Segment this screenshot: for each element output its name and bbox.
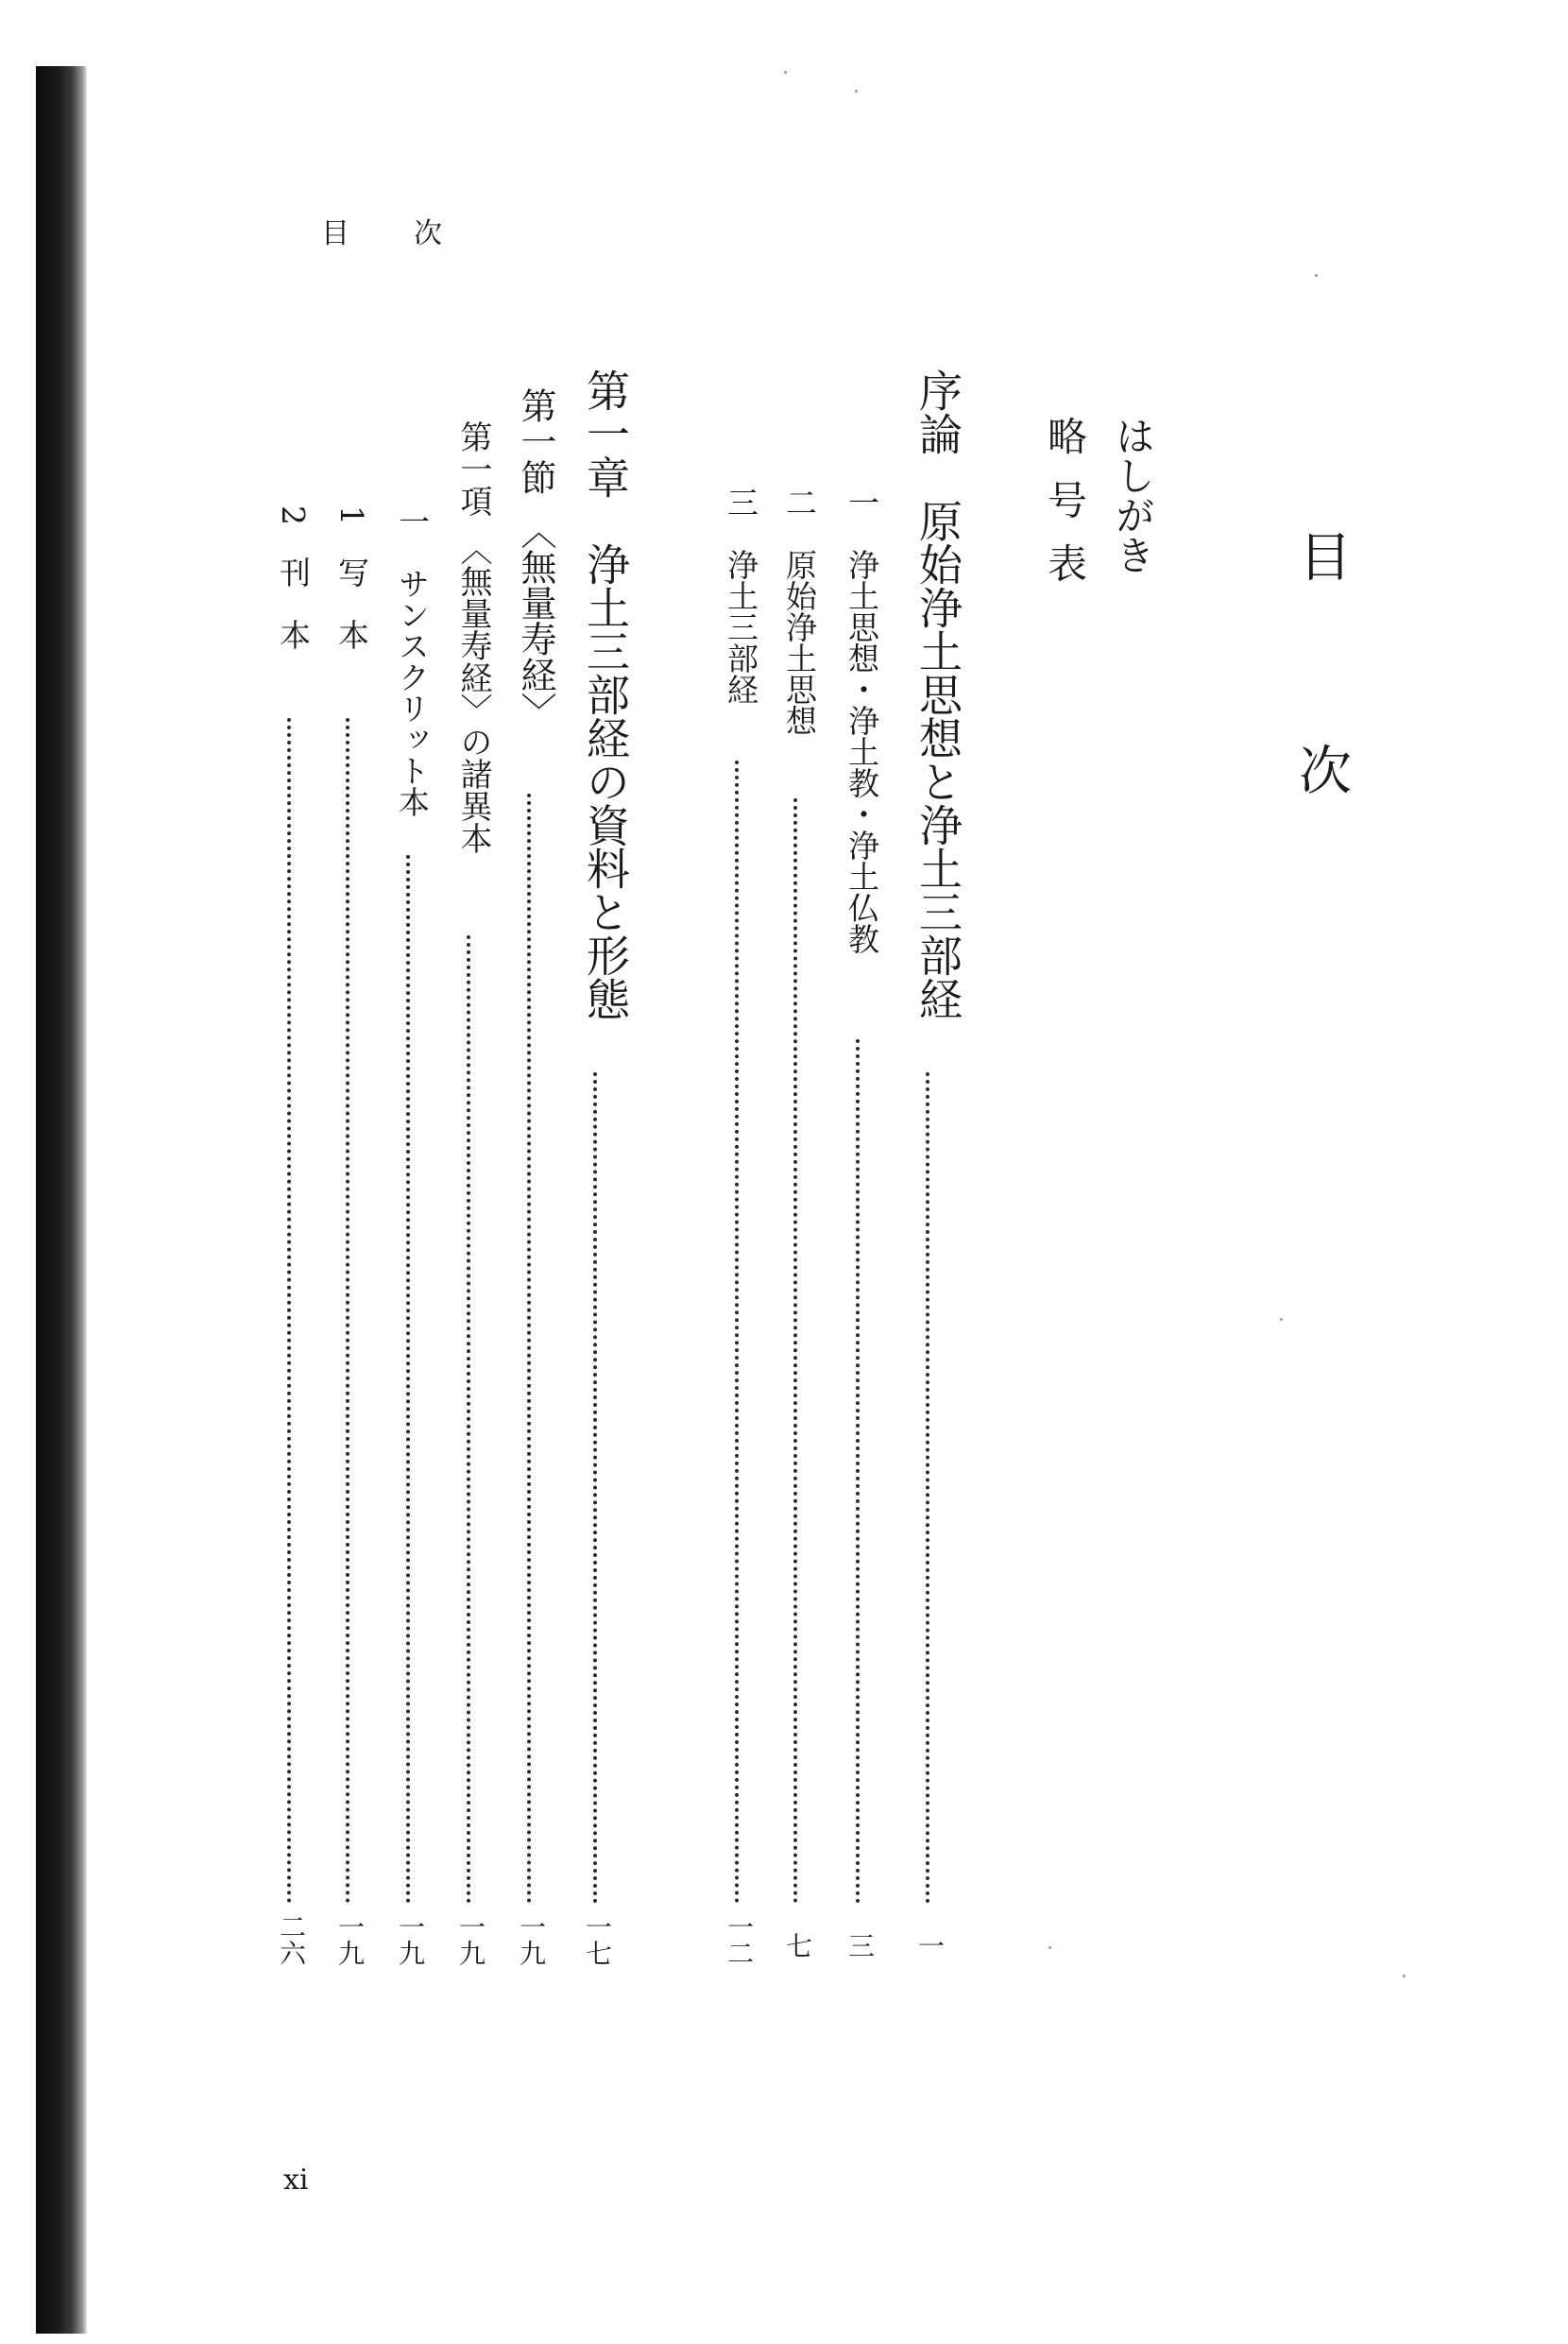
leader-dots [346,718,349,1904]
toc-entry-abbreviations[interactable]: 略 号 表 [1042,416,1088,589]
scan-speck [1280,1318,1283,1321]
toc-entry-chapter-1[interactable]: 第一章 浄土三部経の資料と形態 [580,368,631,1020]
toc-entry-intro-1[interactable]: 一 浄土思想・浄土教・浄土仏教 [844,487,880,954]
leader-dots [926,1072,929,1904]
toc-entry-section-1[interactable]: 第一節 〈無量寿経〉 [515,387,556,728]
running-head [321,210,442,251]
toc-entry-manuscripts[interactable]: 1 写 本 [333,505,370,650]
leader-dots [856,1039,860,1904]
toc-page-intro-3: 一二 [724,1913,755,1966]
scan-speck [1048,1946,1051,1949]
running-head-left: 目 [321,217,349,250]
toc-title [1290,529,1352,796]
leader-dots [735,761,739,1904]
toc-page-item-1: 一九 [455,1913,486,1966]
binding-edge [36,66,87,2334]
leader-dots [467,935,470,1904]
toc-page-chapter-1: 一七 [582,1913,613,1966]
toc-entry-printed[interactable]: 2 刊 本 [275,505,312,650]
toc-entry-preface[interactable]: はしがき [1110,416,1156,574]
toc-page-manuscripts: 一九 [334,1913,366,1966]
toc-page-printed: 二六 [276,1913,307,1966]
toc-entry-introduction[interactable]: 序論 原始浄土思想と浄土三部経 [912,368,963,1020]
leader-dots [793,798,797,1904]
toc-entry-item-1[interactable]: 第一項 〈無量寿経〉の諸異本 [454,420,492,854]
toc-page-sanskrit: 一九 [395,1913,426,1966]
toc-entry-sanskrit[interactable]: 一 サンスクリット本 [394,505,431,817]
toc-entry-intro-3[interactable]: 三 浄土三部経 [723,487,759,705]
toc-page-section-1: 一九 [516,1913,547,1966]
toc-entry-intro-2[interactable]: 二 原始浄土思想 [781,487,818,736]
leader-dots [406,855,410,1904]
toc-page-introduction: 一 [914,1932,946,1959]
toc-title-second: 次 [1290,743,1352,796]
scan-speck [855,90,858,93]
leader-dots [593,1072,597,1904]
scan-speck [1403,1975,1406,1977]
scan-speck [784,71,787,74]
running-head-right: 次 [414,217,442,250]
toc-page-intro-2: 七 [782,1932,813,1959]
leader-dots [287,718,291,1904]
toc-page-intro-1: 三 [844,1932,876,1959]
page-number: xi [283,2164,309,2197]
toc-title-first: 目 [1290,529,1352,582]
leader-dots [527,794,531,1904]
scan-speck [1315,274,1318,277]
